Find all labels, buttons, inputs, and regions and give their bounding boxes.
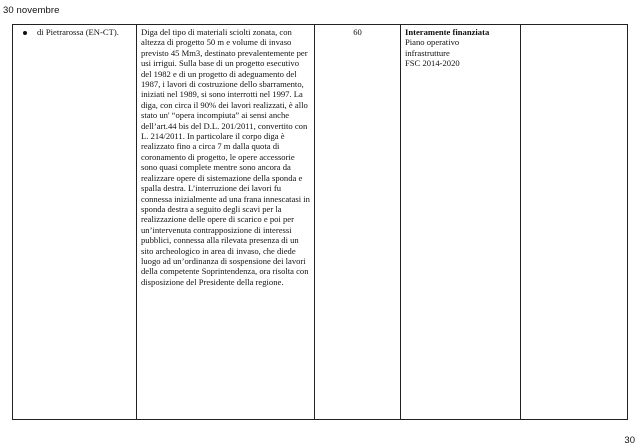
- cell-project-description: [137, 25, 315, 420]
- cell-funding: [401, 25, 521, 420]
- bullet-icon: [23, 31, 27, 35]
- project-name: di Pietrarossa (EN-CT).: [37, 27, 119, 37]
- project-description: Diga del tipo di materiali sciolti zonata, con altezza di progetto 50 m e volume di invaso previsto 45 Mm3, destinato prevalentemente per usi irrigui. Sulla base di un progetto esecutivo del 1982 e di un progetto di adeguamento del 1987, i lavori di costruzione dello sbarramento, iniziati nel 1989, si sono interrotti nel 1997. La diga, con circa il 90% dei lavori realizzati, è allo stato un' “opera incompiuta” ai sensi anche dell’art.44 bis del D.L. 201/2011, convertito con L. 214/2011. In particolare il corpo diga è realizzato fino a circa 7 m dalla quota di coronamento di progetto, le opere accessorie sono quasi complete mentre sono ancora da realizzare opere di sistemazione della sponda e spalla destra. L’interruzione dei lavori fu connessa inizialmente ad una frana innescatasi in sponda destra a seguito degli scavi per la realizzazione delle opere di scarico e poi per un’intervenuta contrapposizione di interessi pubblici, connessa alla rilevata presenza di un sito archeologico in area di invaso, che diede luogo ad un’ordinanza di sospensione dei lavori della competente Soprintendenza, ora risolta con disposizione del Presidente della regione.: [141, 27, 310, 287]
- funding-status: Interamente finanziata: [405, 27, 490, 37]
- cell-extra: [521, 25, 628, 420]
- funding-source-line-1: Piano operativo: [405, 37, 460, 48]
- project-table: [12, 24, 628, 420]
- table-row: [13, 25, 628, 420]
- bullet-list-item: [17, 27, 132, 37]
- cell-amount: [315, 25, 401, 420]
- page-number: 30: [624, 435, 635, 446]
- cell-project-name: [13, 25, 137, 420]
- funding-source-line-3: FSC 2014-2020: [405, 58, 460, 69]
- project-amount: 60: [353, 27, 362, 37]
- page-header-date: 30 novembre: [3, 5, 60, 16]
- funding-source-line-2: infrastrutture: [405, 47, 450, 58]
